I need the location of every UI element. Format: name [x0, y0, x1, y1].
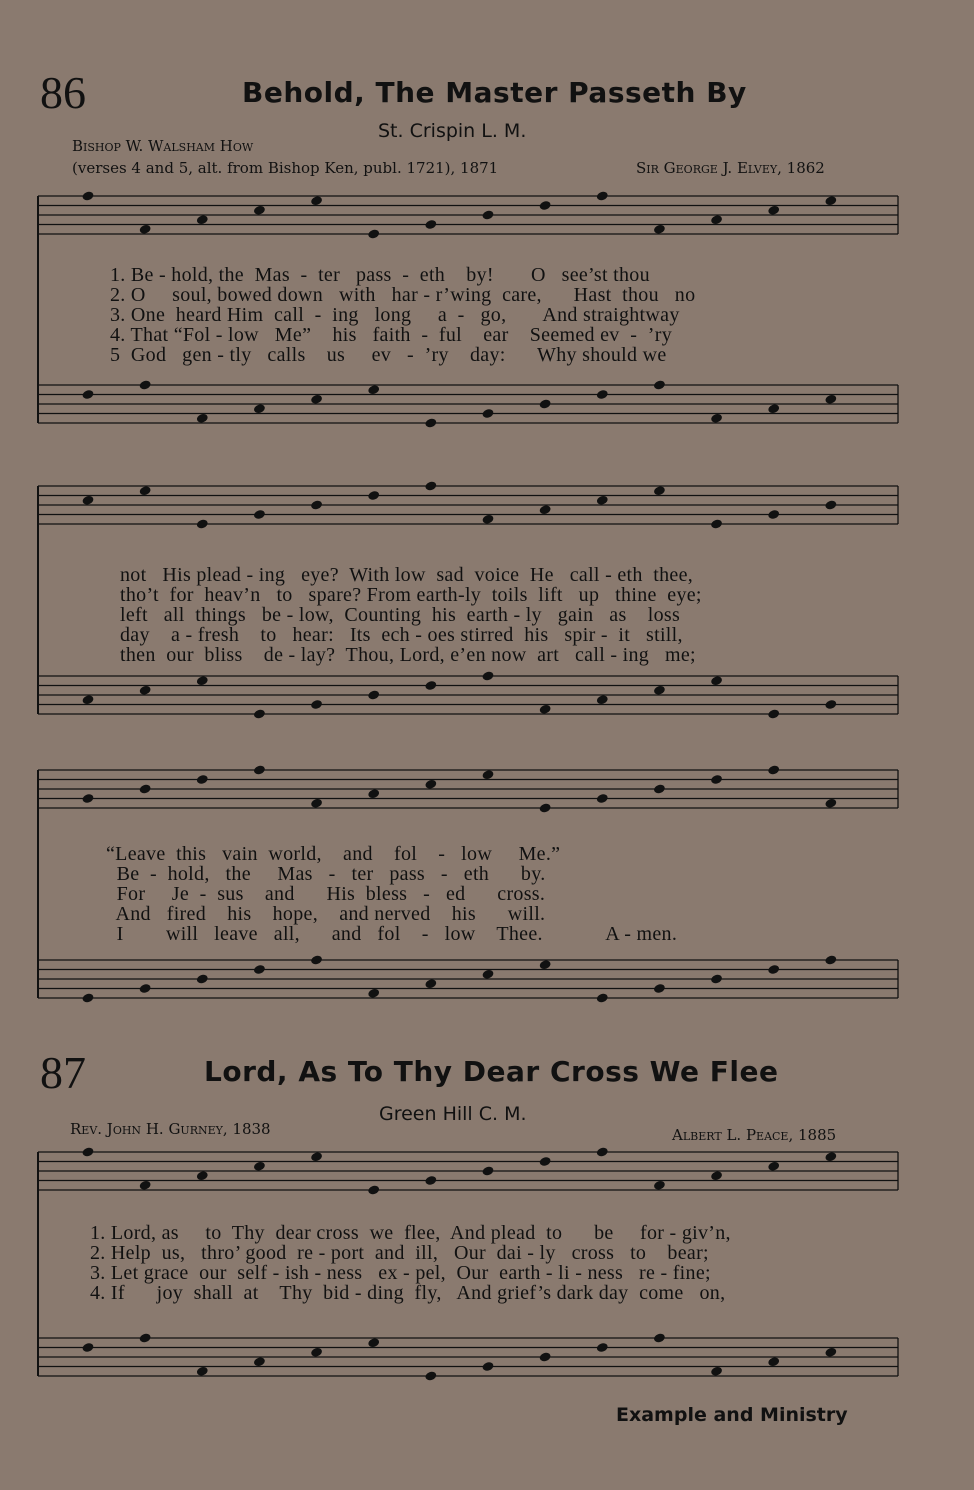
- lyric-line: not His plead - ing eye? With low sad voice He call - eth thee,: [120, 564, 694, 586]
- note-head: [139, 1180, 152, 1191]
- note-head: [767, 1161, 780, 1172]
- note-head: [481, 769, 494, 780]
- note-head: [767, 509, 780, 520]
- hymn-title: Lord, As To Thy Dear Cross We Flee: [204, 1055, 779, 1088]
- note-head: [710, 413, 723, 424]
- note-head: [367, 490, 380, 501]
- note-head: [653, 685, 666, 696]
- note-head: [196, 214, 209, 225]
- note-head: [424, 978, 437, 989]
- note-head: [310, 699, 323, 710]
- note-head: [81, 992, 94, 1003]
- note-head: [310, 1151, 323, 1162]
- note-head: [424, 1370, 437, 1381]
- note-head: [653, 783, 666, 794]
- note-head: [596, 1146, 609, 1157]
- note-head: [539, 1351, 552, 1362]
- note-head: [139, 224, 152, 235]
- lyric-line: 1. Be - hold, the Mas - ter pass - eth by! O see’st thou: [110, 264, 650, 286]
- hymn-number: 86: [40, 67, 86, 118]
- note-head: [424, 1175, 437, 1186]
- note-head: [253, 205, 266, 216]
- note-head: [139, 685, 152, 696]
- note-head: [81, 694, 94, 705]
- note-head: [710, 973, 723, 984]
- note-head: [139, 1332, 152, 1343]
- composer-credit: Sir George J. Elvey, 1862: [636, 159, 825, 177]
- note-head: [824, 1151, 837, 1162]
- note-head: [824, 499, 837, 510]
- note-head: [539, 504, 552, 515]
- note-head: [767, 764, 780, 775]
- lyric-line: tho’t for heav’n to spare? From earth-ly toils lift up thine eye;: [120, 584, 702, 606]
- note-head: [653, 224, 666, 235]
- lyric-line: Be - hold, the Mas - ter pass - eth by.: [106, 863, 546, 885]
- note-head: [424, 680, 437, 691]
- lyric-line: day a - fresh to hear: Its ech - oes stirred his spir - it still,: [120, 624, 683, 646]
- note-head: [367, 1337, 380, 1348]
- note-head: [653, 379, 666, 390]
- note-head: [653, 1332, 666, 1343]
- note-head: [367, 689, 380, 700]
- author-credit: Bishop W. Walsham How: [72, 137, 254, 155]
- note-head: [81, 1342, 94, 1353]
- note-head: [310, 954, 323, 965]
- composer-credit: Albert L. Peace, 1885: [672, 1126, 837, 1144]
- note-head: [424, 417, 437, 428]
- note-head: [81, 793, 94, 804]
- note-head: [710, 675, 723, 686]
- note-head: [196, 413, 209, 424]
- note-head: [367, 384, 380, 395]
- note-head: [196, 1170, 209, 1181]
- note-head: [310, 1347, 323, 1358]
- note-head: [481, 670, 494, 681]
- note-head: [253, 708, 266, 719]
- note-head: [139, 485, 152, 496]
- note-head: [710, 518, 723, 529]
- note-head: [81, 495, 94, 506]
- note-head: [310, 195, 323, 206]
- note-head: [481, 514, 494, 525]
- note-head: [367, 228, 380, 239]
- lyric-line: 2. Help us, thro’ good re - port and ill, Our dai - ly cross to bear;: [90, 1242, 709, 1264]
- lyric-line: 3. One heard Him call - ing long a - go, And straightway: [110, 304, 680, 326]
- note-head: [710, 214, 723, 225]
- note-head: [653, 485, 666, 496]
- note-head: [81, 1146, 94, 1157]
- note-head: [824, 699, 837, 710]
- note-head: [367, 1184, 380, 1195]
- note-head: [767, 708, 780, 719]
- note-head: [253, 509, 266, 520]
- note-head: [196, 1366, 209, 1377]
- note-head: [767, 205, 780, 216]
- lyric-line: I will leave all, and fol - low Thee. A - men.: [106, 923, 678, 945]
- note-head: [253, 764, 266, 775]
- note-head: [481, 408, 494, 419]
- lyric-line: “Leave this vain world, and fol - low Me.”: [106, 843, 561, 865]
- note-head: [253, 403, 266, 414]
- lyric-line: 2. O soul, bowed down with har - r’wing care, Hast thou no: [110, 284, 696, 306]
- note-head: [596, 793, 609, 804]
- hymn-number: 87: [40, 1047, 86, 1098]
- tune-name: Green Hill C. M.: [379, 1103, 527, 1125]
- note-head: [310, 394, 323, 405]
- lyric-line: left all things be - low, Counting his earth - ly gain as loss: [120, 604, 681, 626]
- note-head: [367, 788, 380, 799]
- note-head: [196, 774, 209, 785]
- lyric-line: And fired his hope, and nerved his will.: [106, 903, 546, 925]
- note-head: [710, 1366, 723, 1377]
- note-head: [424, 779, 437, 790]
- note-head: [481, 1165, 494, 1176]
- note-head: [596, 992, 609, 1003]
- lyric-line: 3. Let grace our self - ish - ness ex - pel, Our earth - li - ness re - fine;: [90, 1262, 711, 1284]
- note-head: [824, 394, 837, 405]
- note-head: [824, 1347, 837, 1358]
- note-head: [767, 964, 780, 975]
- note-head: [310, 798, 323, 809]
- note-head: [824, 195, 837, 206]
- note-head: [539, 959, 552, 970]
- author-credit: Rev. John H. Gurney, 1838: [70, 1120, 271, 1138]
- note-head: [653, 983, 666, 994]
- note-head: [196, 675, 209, 686]
- note-head: [596, 495, 609, 506]
- lyric-line: 4. That “Fol - low Me” his faith - ful ear Seemed ev - ’ry: [110, 324, 672, 346]
- note-head: [596, 1342, 609, 1353]
- note-head: [710, 1170, 723, 1181]
- note-head: [539, 704, 552, 715]
- note-head: [539, 1156, 552, 1167]
- note-head: [596, 190, 609, 201]
- hymn-title: Behold, The Master Passeth By: [242, 76, 747, 109]
- note-head: [481, 209, 494, 220]
- note-head: [767, 1356, 780, 1367]
- note-head: [139, 983, 152, 994]
- note-head: [424, 219, 437, 230]
- lyric-line: 1. Lord, as to Thy dear cross we flee, And plead to be for - giv’n,: [90, 1222, 731, 1244]
- note-head: [139, 379, 152, 390]
- note-head: [196, 973, 209, 984]
- note-head: [253, 1161, 266, 1172]
- section-footer: Example and Ministry: [616, 1404, 848, 1426]
- note-head: [81, 190, 94, 201]
- lyric-line: For Je - sus and His bless - ed cross.: [106, 883, 546, 905]
- note-head: [653, 1180, 666, 1191]
- note-head: [424, 480, 437, 491]
- note-head: [481, 969, 494, 980]
- note-head: [367, 988, 380, 999]
- note-head: [539, 398, 552, 409]
- note-head: [253, 1356, 266, 1367]
- note-head: [481, 1361, 494, 1372]
- note-head: [310, 499, 323, 510]
- note-head: [824, 798, 837, 809]
- note-head: [710, 774, 723, 785]
- author-note: (verses 4 and 5, alt. from Bishop Ken, publ. 1721), 1871: [72, 159, 499, 177]
- tune-name: St. Crispin L. M.: [378, 120, 527, 142]
- note-head: [196, 518, 209, 529]
- note-head: [539, 200, 552, 211]
- note-head: [139, 783, 152, 794]
- note-head: [81, 389, 94, 400]
- note-head: [767, 403, 780, 414]
- note-head: [539, 802, 552, 813]
- lyric-line: then our bliss de - lay? Thou, Lord, e’en now art call - ing me;: [120, 644, 696, 666]
- note-head: [596, 389, 609, 400]
- note-head: [596, 694, 609, 705]
- lyric-line: 5 God gen - tly calls us ev - ’ry day: Why should we: [110, 344, 667, 366]
- note-head: [824, 954, 837, 965]
- lyric-line: 4. If joy shall at Thy bid - ding fly, And grief’s dark day come on,: [90, 1282, 726, 1304]
- note-head: [253, 964, 266, 975]
